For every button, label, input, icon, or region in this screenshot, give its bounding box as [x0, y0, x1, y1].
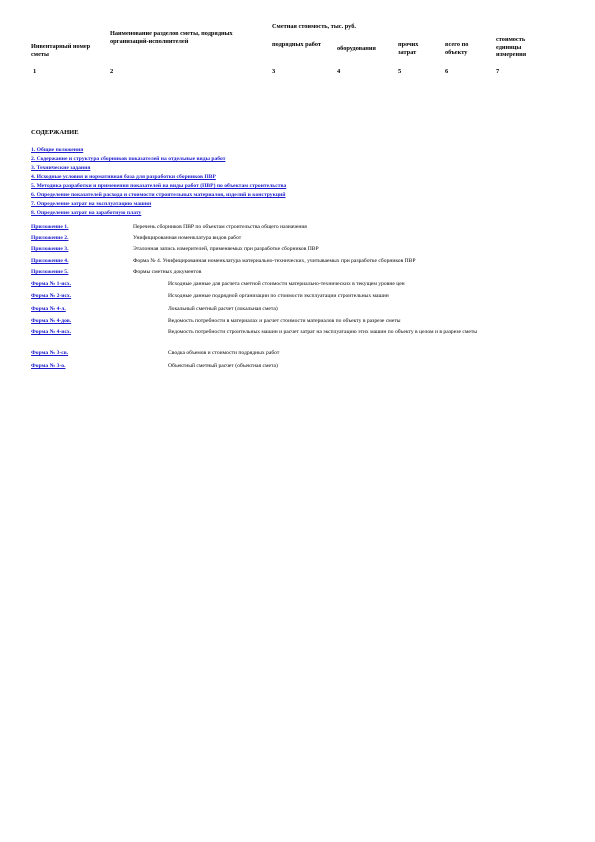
toc-link-section-5[interactable]: 5. Методика разработки и применения показателей на виды работ (ПВР) по объектам строительства: [31, 183, 287, 189]
contents-title: СОДЕРЖАНИЕ: [31, 129, 79, 136]
col-number-6: 6: [445, 68, 449, 75]
toc-link-section-3[interactable]: 3. Технические задания: [31, 165, 91, 171]
toc-link-section-7[interactable]: 7. Определение затрат на эксплуатацию машин: [31, 201, 152, 207]
form-3-o-description: Объектный сметный расчет (объектная смета): [168, 363, 278, 369]
col-number-5: 5: [398, 68, 402, 75]
toc-link-section-1[interactable]: 1. Общие положения: [31, 147, 84, 153]
col-number-7: 7: [496, 68, 500, 75]
toc-link-section-4[interactable]: 4. Исходные условия и нормативная база для разработки сборников ПВР: [31, 174, 216, 180]
toc-link-section-2[interactable]: 2. Содержание и структура сборников показателей на отдельные виды работ: [31, 156, 226, 162]
estimated-cost-group-header: Сметная стоимость, тыс. руб.: [272, 23, 356, 30]
toc-link-form-4-l[interactable]: Форма № 4-л.: [31, 306, 66, 312]
toc-link-form-1-ish[interactable]: Форма № 1-исх.: [31, 281, 72, 287]
toc-link-appendix-2[interactable]: Приложение 2.: [31, 235, 69, 241]
appendix-5-description: Формы сметных документов: [133, 269, 202, 275]
col-inventory-number-header: Инвентарный номер сметы: [31, 43, 91, 58]
col-unit-cost-header: стоимость единицы измерения: [496, 36, 527, 59]
col-section-name-header: Наименование разделов сметы, подрядных организаций-исполнителей: [110, 30, 233, 45]
appendix-2-description: Унифицированная номенклатура видов работ: [133, 235, 242, 241]
toc-link-section-6[interactable]: 6. Определение показателей расхода и стоимости строительных материалов, изделий и конструкций: [31, 192, 286, 198]
appendix-1-description: Перечень сборников ПВР по объектам строительства общего назначения: [133, 224, 307, 230]
col-number-4: 4: [337, 68, 341, 75]
toc-link-appendix-5[interactable]: Приложение 5.: [31, 269, 69, 275]
form-4-dov-description: Ведомость потребности в материалах и расчет стоимости материалов по объекту в разрезе сметы: [168, 318, 401, 324]
col-other-costs-header: прочих затрат: [398, 41, 419, 56]
toc-link-appendix-4[interactable]: Приложение 4.: [31, 258, 69, 264]
toc-link-form-3-sv[interactable]: Форма № 3-св.: [31, 350, 69, 356]
appendix-4-description: Форма № 4. Унифицированная номенклатура материально-технических, учитываемых при разработке сборников ПВР: [133, 258, 416, 264]
form-3-sv-description: Сводка объемов и стоимости подрядных работ: [168, 350, 280, 356]
toc-link-appendix-1[interactable]: Приложение 1.: [31, 224, 69, 230]
toc-link-form-3-o[interactable]: Форма № 3-о.: [31, 363, 66, 369]
toc-link-form-2-ish[interactable]: Форма № 2-исх.: [31, 293, 72, 299]
col-total-header: всего по объекту: [445, 41, 469, 56]
col-number-3: 3: [272, 68, 276, 75]
col-equipment-header: оборудования: [337, 45, 376, 52]
toc-link-section-8[interactable]: 8. Определение затрат на заработную плату: [31, 210, 142, 216]
appendix-3-description: Эталонная запись измерителей, применяемых при разработке сборников ПВР: [133, 246, 319, 252]
col-contract-works-header: подрядных работ: [272, 41, 322, 48]
form-4-ish-description: Ведомость потребности строительных машин и расчет затрат на эксплуатацию этих машин по объекту в целом и в разрезе сметы: [168, 329, 478, 335]
toc-link-appendix-3[interactable]: Приложение 3.: [31, 246, 69, 252]
col-number-2: 2: [110, 68, 114, 75]
form-4-l-description: Локальный сметный расчет (локальная смета): [168, 306, 278, 312]
toc-link-form-4-dov[interactable]: Форма № 4-дов.: [31, 318, 72, 324]
form-2-ish-description: Исходные данные подрядной организации по стоимости эксплуатации строительных машин: [168, 293, 389, 299]
toc-link-form-4-ish[interactable]: Форма № 4-исх.: [31, 329, 72, 335]
form-1-ish-description: Исходные данные для расчета сметной стоимости материально-технических в текущем уровне цен: [168, 281, 405, 287]
col-number-1: 1: [33, 68, 37, 75]
